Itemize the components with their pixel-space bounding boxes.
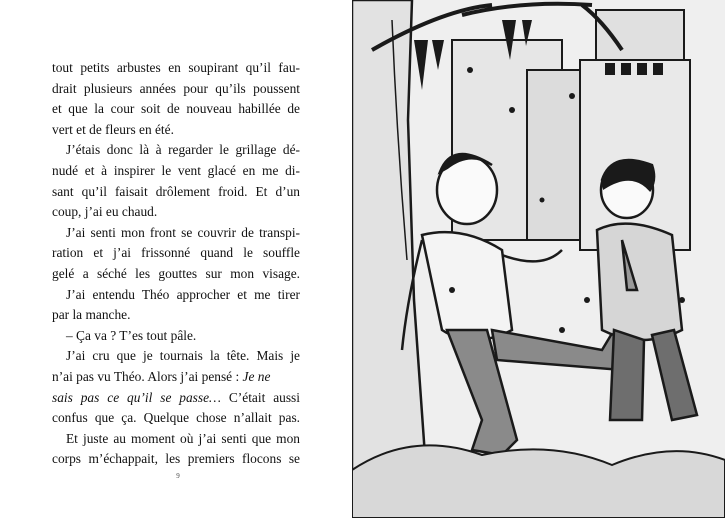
line-text: – Ça va ? T’es tout pâle. [66,327,197,343]
line-text: n’ai pas vu Théo. Alors j’ai pensé : [52,368,240,384]
line-text: par la manche. [52,307,131,323]
illustration [352,0,725,518]
line-text: J’ai senti mon front se couvrir de transpi- [66,224,300,240]
line-text: drait plusieurs années pour qu’ils poussent [52,80,300,96]
line-text: sant qu’il faisait drôlement froid. Et d’un [52,183,300,199]
text-line [52,305,300,326]
snow-ground [352,445,725,518]
text-line [52,285,300,306]
line-text: nudé et à inspirer le vent glacé en me di- [52,162,300,178]
text-line [52,223,300,244]
line-text: J’ai cru que je tournais la tête. Mais je [66,348,300,364]
text-line [52,140,300,161]
body-text [52,58,300,470]
text-line [52,79,300,100]
line-text: et que la cour soit de nouveau habillée de [52,101,300,117]
text-line [52,58,300,79]
line-text: corps m’échappait, les premiers flocons se [52,451,300,467]
text-page [0,0,352,518]
line-text: J’étais donc là à regarder le grillage dé- [66,142,300,158]
text-line [52,264,300,285]
thought-italic: Je ne [239,368,271,384]
line-text: confus que ça. Quelque chose n’allait pas. [52,410,300,426]
text-line [52,243,300,264]
text-line [52,429,300,450]
text-line [52,120,300,141]
text-line [52,202,300,223]
text-line [52,408,300,429]
line-text: C’était aussi [220,389,300,405]
page-number: 9 [176,472,180,480]
line-text: vert et de fleurs en été. [52,121,174,137]
line-text: J’ai entendu Théo approcher et me tirer [66,286,300,302]
theo-jacket [597,224,682,340]
text-line [52,367,300,388]
illustration-page [352,0,725,518]
line-text: gelé a séché les gouttes sur mon visage. [52,265,300,281]
text-line [52,99,300,120]
thought-italic: sais pas ce qu’il se passe… [52,389,221,405]
line-text: coup, j’ai eu chaud. [52,204,158,220]
building-right [580,60,690,250]
line-text: ration et j’ai frissonné quand le souffle [52,245,300,261]
text-line [52,182,300,203]
text-line [52,388,300,409]
text-line [52,161,300,182]
line-text: tout petits arbustes en soupirant qu’il fau- [52,60,300,75]
text-line [52,449,300,470]
text-line [52,346,300,367]
building-mid [527,70,587,240]
text-line [52,326,300,347]
line-text: Et juste au moment où j’ai senti que mon [66,430,300,446]
